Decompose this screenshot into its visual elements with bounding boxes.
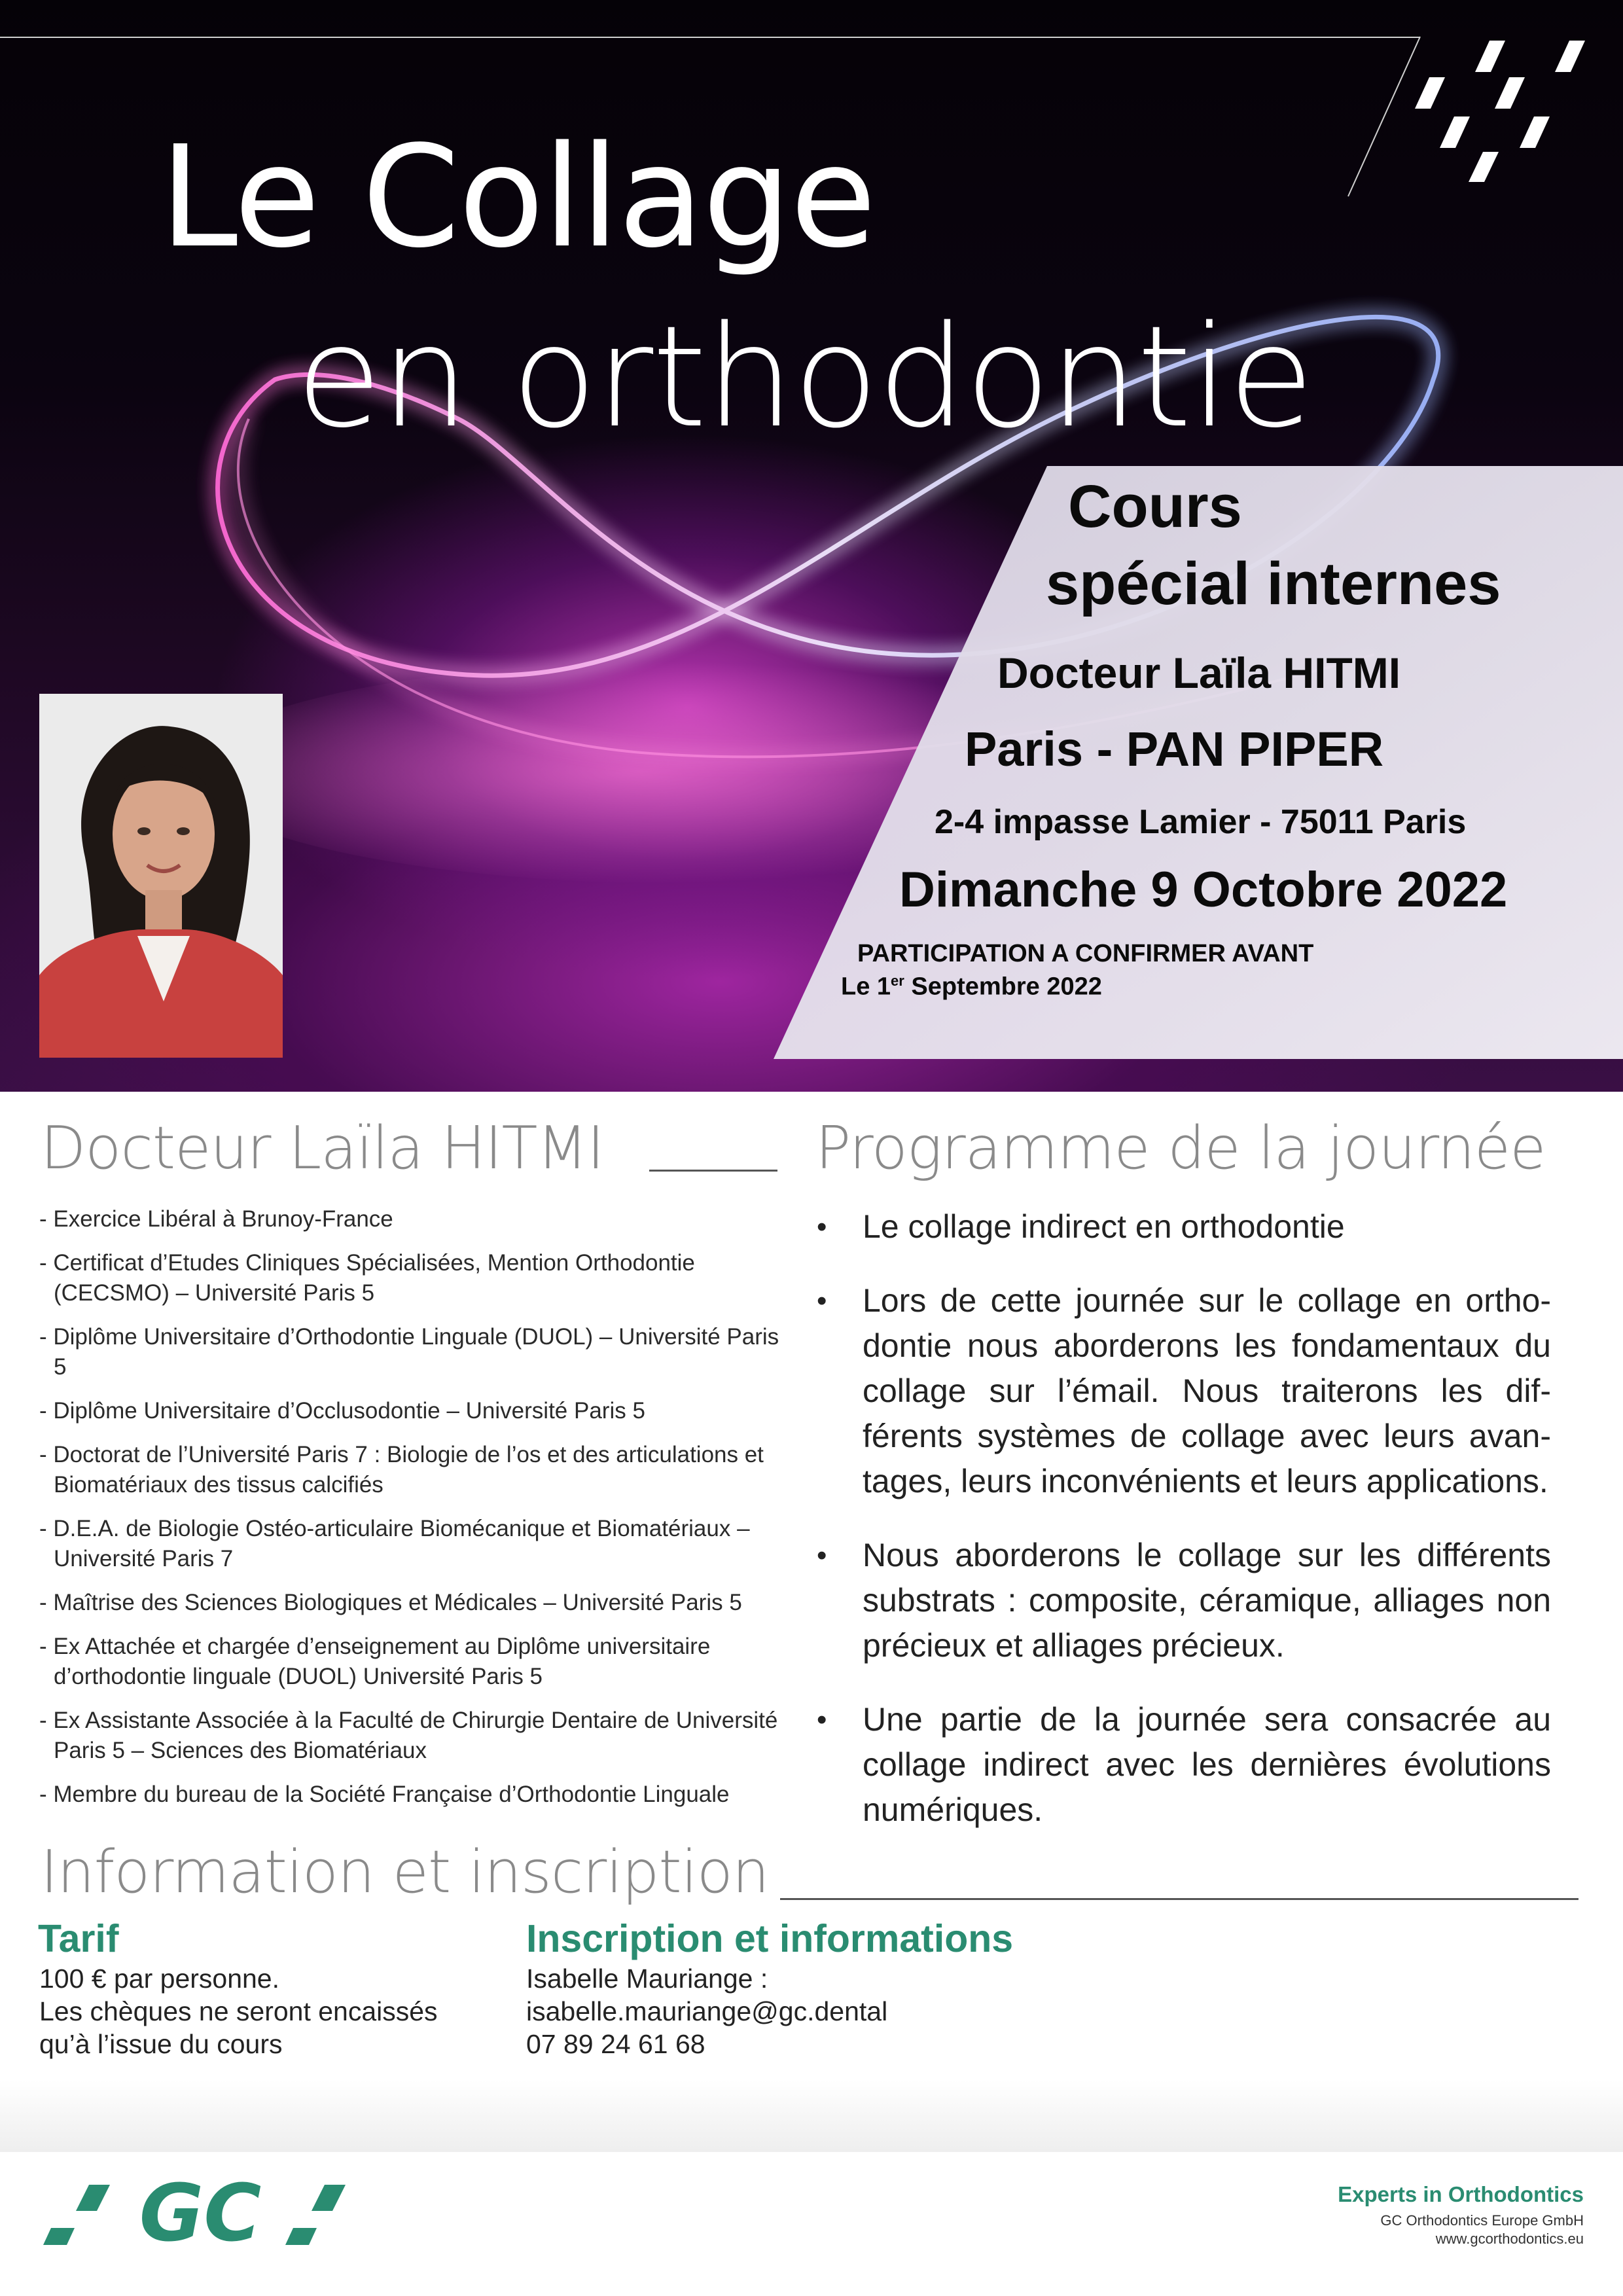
doctor-title-rule: [649, 1170, 777, 1172]
website-link[interactable]: www.gcorthodontics.eu: [1435, 2231, 1584, 2247]
programme-item: • Lors de cette journée sur le collage en ortho-dontie nous aborderons les fondamentaux du collage sur l’émail. Nous traiterons les dif-férents systèmes de collage avec leurs avan-tages, leurs inconvénients et leurs applications.: [812, 1278, 1551, 1504]
programme-list: [812, 1204, 1551, 1861]
cv-item: - Diplôme Universitaire d’Occlusodontie – Université Paris 5: [39, 1398, 645, 1424]
cv-item: - Ex Assistante Associée à la Faculté de Chirurgie Dentaire de Université Paris 5 – Sciences des Biomatériaux: [39, 1708, 778, 1763]
cv-item: - Doctorat de l’Université Paris 7 : Biologie de l’os et des articulations et Biomatériaux des tissus calcifiés: [39, 1442, 764, 1498]
cv-item: - D.E.A. de Biologie Ostéo-articulaire Biomécanique et Biomatériaux – Université Paris 7: [39, 1516, 750, 1571]
event-date: Dimanche 9 Octobre 2022: [899, 862, 1508, 918]
tagline: Experts in Orthodontics: [1338, 2182, 1584, 2206]
programme-item: • Nous aborderons le collage sur les différents substrats : composite, céramique, alliages non précieux et alliages précieux.: [812, 1533, 1551, 1668]
registration-heading: Inscription et informations: [526, 1917, 1014, 1960]
tarif-line: qu’à l’issue du cours: [39, 2029, 283, 2059]
contact-phone: 07 89 24 61 68: [526, 2029, 705, 2059]
deadline-date: Le 1er Septembre 2022: [841, 973, 1102, 1001]
speaker-name: Docteur Laïla HITMI: [997, 649, 1401, 697]
tarif-line: 100 € par personne.: [39, 1964, 279, 1994]
contact-email-link[interactable]: isabelle.mauriange@gc.dental: [526, 1996, 888, 2026]
tarif-line: Les chèques ne seront encaissés: [39, 1996, 438, 2026]
gc-logo-text: GC: [139, 2172, 262, 2250]
bullet-icon: •: [817, 1704, 827, 1736]
tarif-heading: Tarif: [38, 1917, 119, 1960]
programme-section-title: Programme de la journée: [815, 1114, 1546, 1183]
hero-banner: [0, 0, 1623, 1092]
gc-logo: [37, 2172, 370, 2250]
cv-item: - Certificat d’Etudes Cliniques Spécialisées, Mention Orthodontie (CECSMO) – Université Paris 5: [39, 1250, 695, 1306]
doctor-cv-list: [39, 1204, 792, 1823]
programme-item: • Une partie de la journée sera consacrée au collage indirect avec les dernières évolutions numériques.: [812, 1697, 1551, 1833]
venue-address: 2-4 impasse Lamier - 75011 Paris: [935, 803, 1467, 841]
tarif-details: [39, 1962, 438, 2060]
bullet-icon: •: [817, 1285, 827, 1317]
cv-item: - Maîtrise des Sciences Biologiques et Médicales – Université Paris 5: [39, 1590, 742, 1615]
contact-name: Isabelle Mauriange :: [526, 1964, 768, 1994]
cv-item: - Exercice Libéral à Brunoy-France: [39, 1206, 393, 1232]
deadline-notice: PARTICIPATION A CONFIRMER AVANT: [857, 940, 1314, 967]
course-type-line-1: Cours: [1068, 473, 1242, 540]
doctor-portrait-photo: [39, 694, 283, 1058]
footer-band: [0, 2080, 1623, 2152]
bullet-icon: •: [817, 1539, 827, 1571]
course-type-line-2: spécial internes: [1046, 550, 1501, 617]
venue-name: Paris - PAN PIPER: [965, 722, 1384, 776]
main-title-line-2: en orthodontie: [296, 296, 1313, 459]
cv-item: - Membre du bureau de la Société Française d’Orthodontie Linguale: [39, 1782, 730, 1807]
company-name: GC Orthodontics Europe GmbH: [1380, 2212, 1584, 2229]
cv-item: - Ex Attachée et chargée d’enseignement au Diplôme universitaire d’orthodontie linguale (DUOL) Université Paris 5: [39, 1634, 711, 1689]
main-title-line-1: Le Collage: [160, 116, 876, 279]
programme-item: • Le collage indirect en orthodontie: [812, 1204, 1551, 1249]
info-title-rule: [780, 1898, 1578, 1900]
doctor-section-title: Docteur Laïla HITMI: [41, 1114, 604, 1183]
registration-details: [526, 1962, 887, 2060]
cv-item: - Diplôme Universitaire d’Orthodontie Linguale (DUOL) – Université Paris 5: [39, 1324, 779, 1380]
info-section-title: Information et inscription: [41, 1838, 769, 1907]
bullet-icon: •: [817, 1211, 827, 1243]
